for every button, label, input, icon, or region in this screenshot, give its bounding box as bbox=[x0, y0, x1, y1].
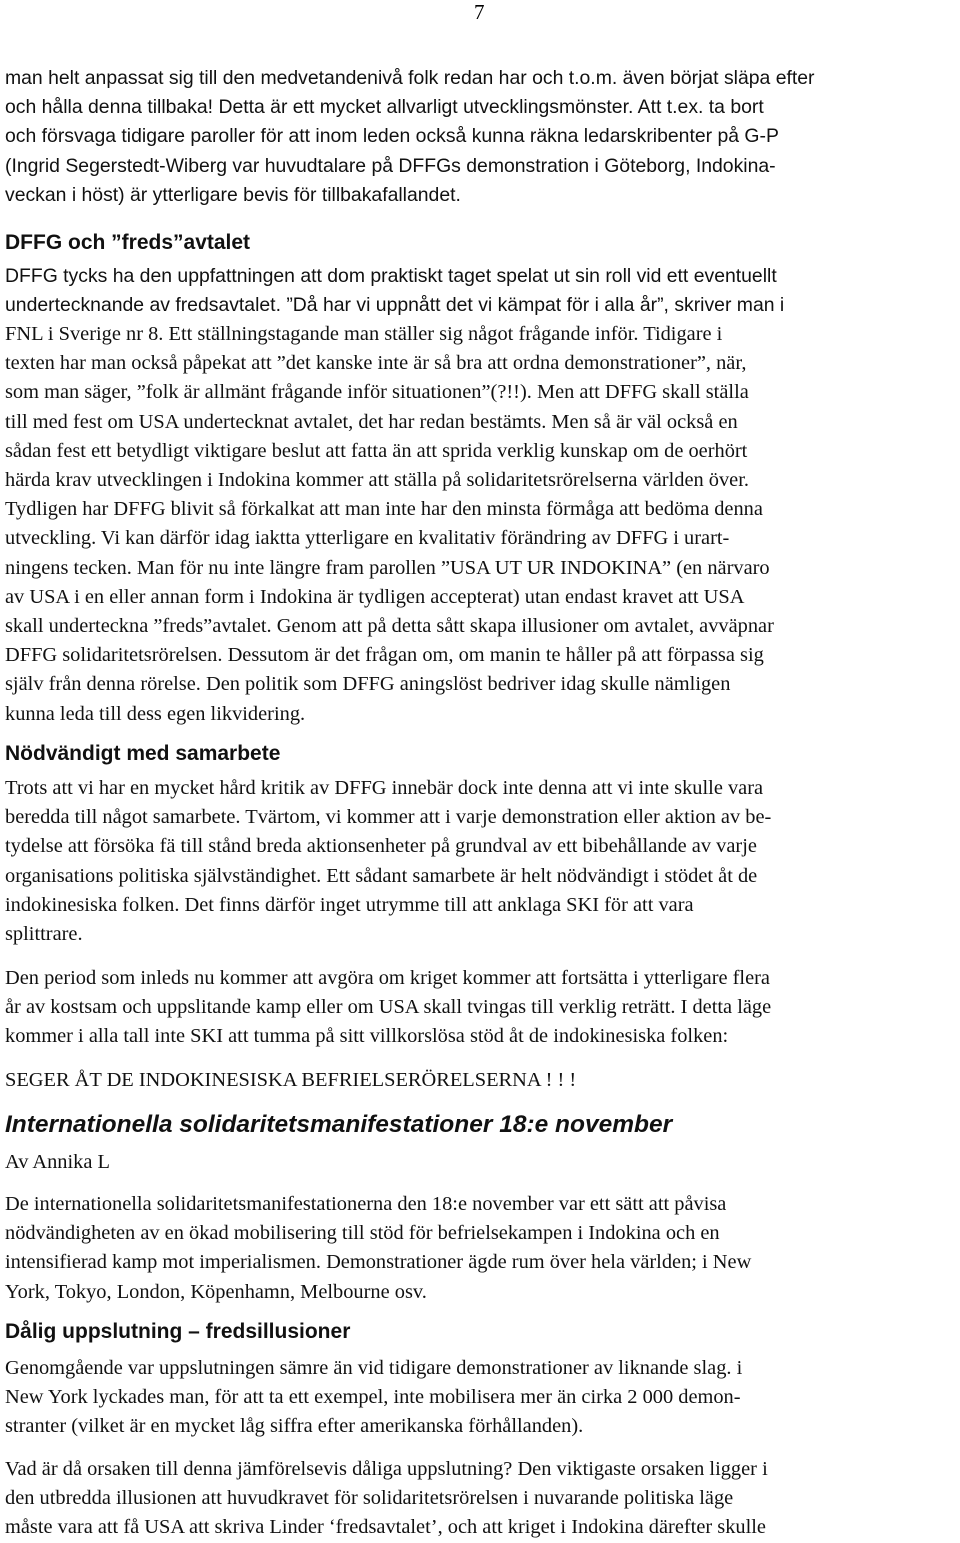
intro-paragraph bbox=[5, 64, 955, 210]
text-line: tydelse att försöka fä till stånd breda aktionsenheter på grundval av ett bibehållande av varje bbox=[5, 835, 757, 858]
article-paragraph-1 bbox=[5, 1190, 955, 1307]
text-line: man helt anpassat sig till den medvetandenivå folk redan har och t.o.m. även börjat släpa efter bbox=[5, 67, 815, 89]
text-line: Vad är då orsaken till denna jämförelsevis dåliga uppslutning? Den viktigaste orsaken ligger i bbox=[5, 1458, 768, 1480]
text-line: Tydligen har DFFG blivit så förkalkat att man inte har den minsta förmåga att bedöma denna bbox=[5, 498, 763, 521]
text-line: splittrare. bbox=[5, 923, 83, 946]
article-title: Internationella solidaritetsmanifestationer 18:e november bbox=[5, 1111, 673, 1138]
text-line: år av kostsam och uppslitande kamp eller om USA skall tvingas till verklig reträtt. I detta läge bbox=[5, 996, 772, 1019]
byline bbox=[5, 1148, 955, 1177]
text-line: till med fest om USA undertecknat avtalet, det har redan bestämts. Men så är väl också en bbox=[5, 410, 738, 433]
text-line: DFFG tycks ha den uppfattningen att dom praktiskt taget spelat ut sin roll vid ett eventuellt bbox=[5, 265, 777, 287]
text-line: intensifierad kamp mot imperialismen. Demonstrationer ägde rum över hela världen; i New bbox=[5, 1251, 752, 1274]
text-line: De internationella solidaritetsmanifestationerna den 18:e november var ett sätt att påvisa bbox=[5, 1193, 727, 1215]
byline-text: Av Annika L bbox=[5, 1151, 110, 1173]
slogan-text: SEGER ÅT DE INDOKINESISKA BEFRIELSERÖRELSERNA ! ! ! bbox=[5, 1069, 577, 1091]
text-line: nödvändigheten av en ökad mobilisering till stöd för befrielsekampen i Indokina och en bbox=[5, 1222, 720, 1245]
text-line: sådan fest ett betydligt viktigare beslut att fatta än att sprida verklig kunskap om de oerhört bbox=[5, 439, 748, 462]
text-line: skall underteckna ”freds”avtalet. Genom att på detta sått skapa illusioner om avtalet, avväpnar bbox=[5, 615, 774, 638]
text-line: stranter (vilket är en mycket låg siffra efter amerikanska förhållanden). bbox=[5, 1415, 584, 1438]
section1-paragraph-sans bbox=[5, 262, 955, 320]
text-line: New York lyckades man, för att ta ett exempel, inte mobilisera mer än cirka 2 000 demon- bbox=[5, 1386, 741, 1409]
slogan bbox=[5, 1066, 955, 1095]
text-line: (Ingrid Segerstedt-Wiberg var huvudtalare på DFFGs demonstration i Göteborg, Indokina- bbox=[5, 154, 776, 177]
text-line: beredda till något samarbete. Tvärtom, vi kommer att i varje demonstration eller aktion av be- bbox=[5, 806, 772, 829]
text-line: organisations politiska självständighet. Ett sådant samarbete är helt nödvändigt i stödet åt de bbox=[5, 864, 758, 887]
text-line: ningens tecken. Man för nu inte längre fram parollen ”USA UT UR INDOKINA” (en närvaro bbox=[5, 556, 770, 579]
article-paragraph-3 bbox=[5, 1455, 955, 1543]
section2-paragraph-2 bbox=[5, 964, 955, 1052]
text-line: härda krav utvecklingen i Indokina kommer att ställa på solidaritetsrörelserna världen över. bbox=[5, 469, 749, 492]
section-heading-samarbete: Nödvändigt med samarbete bbox=[5, 742, 281, 765]
text-line: den utbredda illusionen att huvudkravet för solidaritetsrörelsen i nuvarande politiska läge bbox=[5, 1487, 734, 1510]
text-line: DFFG solidaritetsrörelsen. Dessutom är det frågan om, om manin te håller på att förpassa sig bbox=[5, 644, 764, 667]
text-line: Genomgående var uppslutningen sämre än vid tidigare demonstrationer av liknande slag. i bbox=[5, 1357, 743, 1379]
text-line: kunna leda till dess egen likvidering. bbox=[5, 702, 306, 725]
text-line: och hålla denna tillbaka! Detta är ett mycket allvarligt utvecklingsmönster. Att t.ex. ta bort bbox=[5, 96, 764, 119]
text-line: och försvaga tidigare paroller för att inom leden också kunna räkna ledarskribenter på G-P bbox=[5, 125, 779, 148]
section1-paragraph bbox=[5, 320, 955, 729]
text-line: undertecknande av fredsavtalet. ”Då har vi uppnått det vi kämpat för i alla år”, skriver man i bbox=[5, 294, 785, 317]
article-subheading: Dålig uppslutning – fredsillusioner bbox=[5, 1320, 351, 1343]
text-line: av USA i en eller annan form i Indokina är tydligen accepterat) utan endast kravet att USA bbox=[5, 585, 745, 608]
text-line: FNL i Sverige nr 8. Ett ställningstagande man ställer sig något frågande inför. Tidigare i bbox=[5, 323, 723, 345]
text-line: själv från denna rörelse. Den politik som DFFG aningslöst bedriver idag skulle nämligen bbox=[5, 673, 731, 696]
page-number: 7 bbox=[474, 0, 485, 24]
text-line: som man säger, ”folk är allmänt frågande inför situationen”(?!!). Men att DFFG skall ställa bbox=[5, 381, 749, 404]
text-line: veckan i höst) är ytterligare bevis för tillbakafallandet. bbox=[5, 183, 461, 206]
article-paragraph-2 bbox=[5, 1354, 955, 1442]
text-line: York, Tokyo, London, Köpenhamn, Melbourne osv. bbox=[5, 1280, 427, 1303]
text-line: måste vara att få USA att skriva Linder ‘fredsavtalet’, och att kriget i Indokina därefter skulle bbox=[5, 1516, 766, 1539]
text-line: kommer i alla tall inte SKI att tumma på sitt villkorslösa stöd åt de indokinesiska folken: bbox=[5, 1025, 729, 1048]
section-heading-dffg: DFFG och ”freds”avtalet bbox=[5, 231, 251, 254]
text-line: Den period som inleds nu kommer att avgöra om kriget kommer att fortsätta i ytterligare flera bbox=[5, 967, 770, 989]
text-line: utveckling. Vi kan därför idag iaktta ytterligare en kvalitativ förändring av DFFG i urart- bbox=[5, 527, 730, 550]
text-line: indokinesiska folken. Det finns därför inget utrymme till att anklaga SKI för att vara bbox=[5, 893, 694, 916]
text-line: Trots att vi har en mycket hård kritik av DFFG innebär dock inte denna att vi inte skulle vara bbox=[5, 777, 764, 799]
section2-paragraph-1 bbox=[5, 774, 955, 949]
text-line: texten har man också påpekat att ”det kanske inte är så bra att ordna demonstrationer”, när, bbox=[5, 352, 747, 375]
